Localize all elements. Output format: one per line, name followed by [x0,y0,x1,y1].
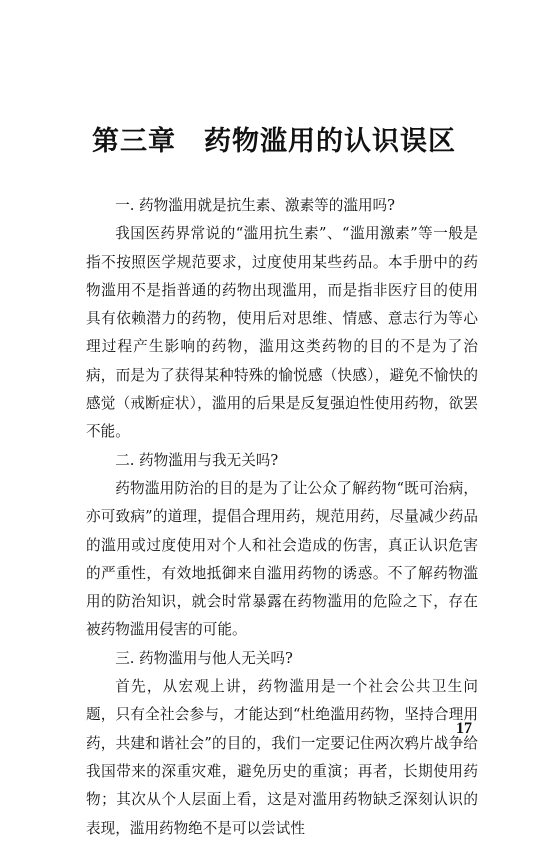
page-number: 17 [456,720,472,737]
section-question: 一. 药物滥用就是抗生素、激素等的滥用吗? [115,197,395,214]
section-answer: 我国医药界常说的“滥用抗生素”、“滥用激素”等一般是指不按照医学规范要求，过度使用某些药品。本手册中的药物滥用不是指普通的药物出现滥用，而是指非医疗目的使用具有依赖潜力的药物，使用后对思维、情感、意志行为等心理过程产生影响的药物，滥用这类药物的目的不是为了治病，而是为了获得某种特殊的愉悦感（快感），避免不愉快的感觉（戒断症状），滥用的后果是反复强迫性使用药物，欲罢不能。 [86,225,478,441]
chapter-title: 第三章 药物滥用的认识误区 [92,126,456,157]
section-answer: 首先，从宏观上讲，药物滥用是一个社会公共卫生问题，只有全社会参与，才能达到“杜绝滥用药物，坚持合理用药，共建和谐社会”的目的，我们一定要记住两次鸦片战争给我国带来的深重灾难，避免历史的重演；再者，长期使用药物；其次从个人层面上看，这是对滥用药物缺乏深刻认识的表现，滥用药物绝不是可以尝试性 [86,678,478,837]
page-body [86,192,478,843]
section-question: 二. 药物滥用与我无关吗? [115,451,279,469]
section-question: 三. 药物滥用与他人无关吗? [115,649,293,667]
section-answer: 药物滥用防治的目的是为了让公众了解药物“既可治病，亦可致病”的道理，提倡合理用药，规范用药，尽量减少药品的滥用或过度使用对个人和社会造成的伤害，真正认识危害的严重性，有效地抵御来自滥用药物的诱惑。不了解药物滥用的防治知识，就会时常暴露在药物滥用的危险之下，存在被药物滥用侵害的可能。 [86,479,478,639]
